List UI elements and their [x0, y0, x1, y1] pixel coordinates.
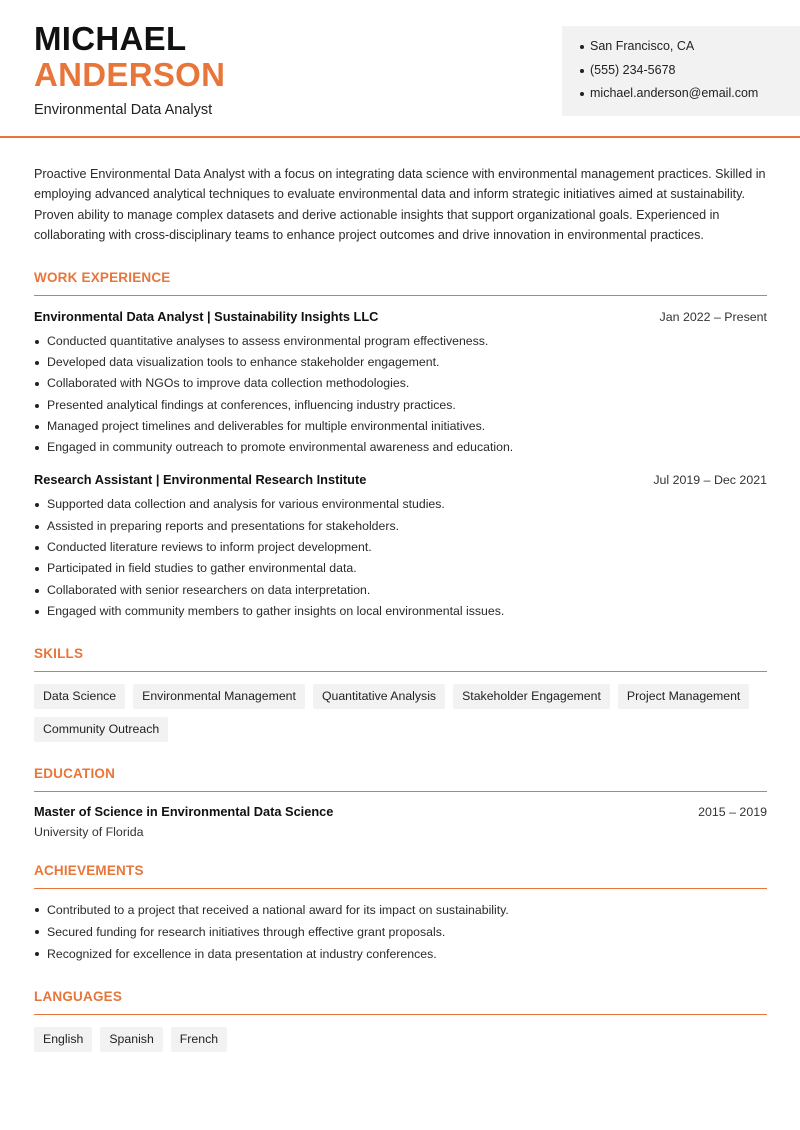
job-bullet: Supported data collection and analysis for various environmental studies. [34, 494, 767, 515]
language-tag: English [34, 1027, 92, 1052]
education-entry [34, 804, 767, 839]
language-tag: French [171, 1027, 227, 1052]
achievement-item: Recognized for excellence in data presentation at industry conferences. [34, 943, 767, 965]
job-date: Jan 2022 – Present [659, 309, 767, 324]
job-bullet: Assisted in preparing reports and presentations for stakeholders. [34, 516, 767, 537]
language-tag: Spanish [100, 1027, 162, 1052]
section-title-achievements: ACHIEVEMENTS [34, 863, 767, 889]
job-bullet: Engaged in community outreach to promote environmental awareness and education. [34, 437, 767, 458]
bullet-icon [580, 69, 584, 73]
job-bullet: Collaborated with senior researchers on data interpretation. [34, 580, 767, 601]
skill-tag: Community Outreach [34, 717, 168, 742]
skill-tag: Environmental Management [133, 684, 305, 709]
language-tags [34, 1027, 767, 1052]
school-name: University of Florida [34, 825, 144, 840]
contact-location-text: San Francisco, CA [590, 39, 695, 53]
skill-tag: Quantitative Analysis [313, 684, 445, 709]
job-bullet: Collaborated with NGOs to improve data collection methodologies. [34, 373, 767, 394]
contact-location [580, 39, 800, 63]
job-bullet: Conducted literature reviews to inform project development. [34, 537, 767, 558]
job-role: Environmental Data Analyst | Sustainability Insights LLC [34, 308, 379, 324]
job-date: Jul 2019 – Dec 2021 [653, 473, 767, 488]
job-bullets [34, 494, 767, 622]
resume-header [0, 0, 800, 138]
job-header [34, 309, 767, 324]
job-bullet: Participated in field studies to gather environmental data. [34, 558, 767, 579]
achievement-bullets [34, 899, 767, 965]
bullet-icon [580, 45, 584, 49]
degree: Master of Science in Environmental Data Science [34, 804, 334, 820]
name-block [34, 22, 225, 118]
job-bullets [34, 331, 767, 459]
job-header [34, 472, 767, 487]
education-header [34, 804, 767, 819]
skills-tags [34, 684, 767, 742]
first-name: MICHAEL [34, 20, 187, 57]
job-bullet: Managed project timelines and deliverables for multiple environmental initiatives. [34, 416, 767, 437]
section-title-languages: LANGUAGES [34, 989, 767, 1015]
skill-tag: Stakeholder Engagement [453, 684, 610, 709]
last-name: ANDERSON [34, 56, 226, 93]
section-title-work: WORK EXPERIENCE [34, 270, 767, 296]
contact-email-text: michael.anderson@email.com [590, 86, 759, 100]
education-date: 2015 – 2019 [698, 805, 767, 820]
skill-tag: Project Management [618, 684, 749, 709]
contact-box [562, 26, 800, 116]
job-bullet: Presented analytical findings at conferences, influencing industry practices. [34, 395, 767, 416]
skill-tag: Data Science [34, 684, 125, 709]
job-bullet: Conducted quantitative analyses to assess environmental program effectiveness. [34, 331, 767, 352]
job-entry [34, 472, 767, 622]
job-title: Environmental Data Analyst [34, 102, 213, 118]
section-title-education: EDUCATION [34, 766, 767, 792]
resume-content [34, 164, 767, 1052]
section-title-skills: SKILLS [34, 646, 767, 672]
contact-phone-text: (555) 234-5678 [590, 62, 676, 77]
job-entry [34, 309, 767, 459]
job-bullet: Engaged with community members to gather insights on local environmental issues. [34, 601, 767, 622]
contact-email [580, 86, 800, 110]
bullet-icon [580, 92, 584, 96]
contact-phone [580, 63, 800, 87]
job-role: Research Assistant | Environmental Research Institute [34, 472, 367, 488]
achievement-item: Contributed to a project that received a national award for its impact on sustainability. [34, 899, 767, 921]
achievement-item: Secured funding for research initiatives through effective grant proposals. [34, 921, 767, 943]
job-bullet: Developed data visualization tools to enhance stakeholder engagement. [34, 352, 767, 373]
summary-paragraph: Proactive Environmental Data Analyst with a focus on integrating data science with environmental management practices. Skilled in employing advanced analytical techniques to evaluate environmental data and inform strategic initiatives aimed at sustainability. Proven ability to manage complex datasets and derive actionable insights that support organizational goals. Experienced in collaborating with cross-disciplinary teams to enhance project outcomes and drive innovation in environmental practices. [34, 167, 766, 243]
